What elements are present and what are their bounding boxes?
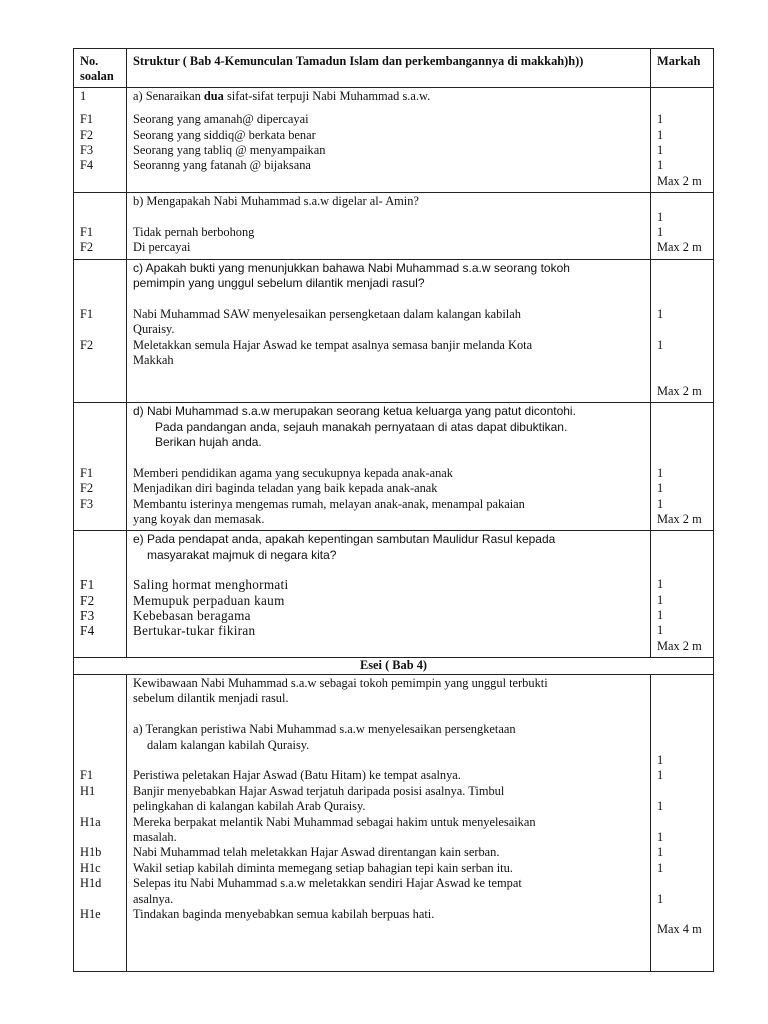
question-b-codes bbox=[74, 193, 127, 260]
code: F1 bbox=[80, 577, 95, 593]
answer-line: Memupuk perpaduan kaum bbox=[133, 592, 285, 608]
question-d-marks bbox=[651, 403, 714, 531]
mark: 1 bbox=[657, 337, 664, 352]
code: F1 bbox=[80, 224, 94, 239]
question-c-text-2: pemimpin yang unggul sebelum dilantik menjadi rasul? bbox=[133, 276, 425, 291]
question-e-codes bbox=[74, 531, 127, 658]
answer-line: Wakil setiap kabilah diminta memegang setiap bahagian tepi kain serban itu. bbox=[133, 860, 513, 875]
question-a-text bbox=[133, 89, 646, 104]
question-b-row bbox=[74, 193, 714, 260]
question-a-codes bbox=[74, 87, 127, 192]
esei-intro-2: sebelum dilantik menjadi rasul. bbox=[133, 691, 289, 706]
question-d-content bbox=[127, 403, 651, 531]
answer-line: Tindakan baginda menyebabkan semua kabilah berpuas hati. bbox=[133, 906, 435, 921]
question-a-marks bbox=[651, 87, 714, 192]
max-mark: Max 2 m bbox=[657, 240, 702, 255]
esei-title: Esei ( Bab 4) bbox=[74, 658, 714, 675]
answer-line: Banjir menyebabkan Hajar Aswad terjatuh daripada posisi asalnya. Timbul bbox=[133, 783, 505, 798]
question-d-text-3: Berikan hujah anda. bbox=[155, 434, 262, 449]
header-markah-cell bbox=[651, 49, 714, 88]
mark: 1 bbox=[657, 753, 664, 768]
esei-marks bbox=[651, 675, 714, 972]
marking-scheme-page bbox=[73, 48, 713, 972]
esei-row bbox=[74, 675, 714, 972]
question-c-codes bbox=[74, 259, 127, 403]
question-c-row bbox=[74, 259, 714, 403]
code: F1 bbox=[80, 112, 94, 127]
answer-line: Seorang yang amanah@ dipercayai bbox=[133, 112, 309, 127]
code: F1 bbox=[80, 465, 94, 480]
mark: 1 bbox=[657, 224, 664, 239]
question-c-text-1: c) Apakah bukti yang menunjukkan bahawa Nabi Muhammad s.a.w seorang tokoh bbox=[133, 260, 570, 275]
answer-line: Menjadikan diri baginda teladan yang baik kepada anak-anak bbox=[133, 481, 438, 496]
question-a-content bbox=[127, 87, 651, 192]
code: F3 bbox=[80, 607, 95, 623]
code: F2 bbox=[80, 240, 94, 255]
mark: 1 bbox=[657, 142, 664, 157]
mark: 1 bbox=[657, 158, 664, 173]
mark: 1 bbox=[657, 127, 664, 142]
question-c-marks bbox=[651, 259, 714, 403]
answer-line: Di percayai bbox=[133, 240, 191, 255]
max-mark: Max 2 m bbox=[657, 173, 702, 188]
answer-line-cont: Quraisy. bbox=[133, 322, 175, 337]
mark: 1 bbox=[657, 465, 664, 480]
max-mark: Max 2 m bbox=[657, 511, 702, 526]
esei-intro-1: Kewibawaan Nabi Muhammad s.a.w sebagai tokoh pemimpin yang unggul terbukti bbox=[133, 676, 548, 691]
marking-scheme-table bbox=[73, 48, 714, 972]
answer-line: Membantu isterinya mengemas rumah, melayan anak-anak, menampal pakaian bbox=[133, 496, 525, 511]
answer-line: Seorang yang siddiq@ berkata benar bbox=[133, 127, 316, 142]
code: F4 bbox=[80, 158, 94, 173]
mark: 1 bbox=[657, 799, 664, 814]
answer-line-cont: masalah. bbox=[133, 829, 177, 844]
question-d-row bbox=[74, 403, 714, 531]
max-mark: Max 4 m bbox=[657, 922, 702, 937]
answer-line: Nabi Muhammad SAW menyelesaikan persengketaan dalam kalangan kabilah bbox=[133, 306, 521, 321]
question-e-text-1: e) Pada pendapat anda, apakah kepentingan sambutan Maulidur Rasul kepada bbox=[133, 532, 556, 547]
answer-line-cont: pelingkahan di kalangan kabilah Arab Quraisy. bbox=[133, 799, 366, 814]
code: F2 bbox=[80, 592, 95, 608]
esei-content bbox=[127, 675, 651, 972]
mark: 1 bbox=[657, 891, 664, 906]
answer-line: Seoranng yang fatanah @ bijaksana bbox=[133, 158, 311, 173]
mark: 1 bbox=[657, 306, 664, 321]
mark: 1 bbox=[657, 768, 664, 783]
answer-line: Nabi Muhammad telah meletakkan Hajar Aswad direntangan kain serban. bbox=[133, 845, 500, 860]
question-b-marks bbox=[651, 193, 714, 260]
max-mark: Max 2 m bbox=[657, 383, 702, 398]
esei-codes bbox=[74, 675, 127, 972]
mark: 1 bbox=[657, 623, 664, 638]
code: F2 bbox=[80, 127, 94, 142]
code: F2 bbox=[80, 481, 94, 496]
mark: 1 bbox=[657, 496, 664, 511]
code: F3 bbox=[80, 496, 94, 511]
code: H1a bbox=[80, 814, 101, 829]
answer-line-cont: Makkah bbox=[133, 353, 174, 368]
answer-line-cont: asalnya. bbox=[133, 891, 174, 906]
question-a-text-bold: dua bbox=[203, 88, 224, 103]
answer-line: Peristiwa peletakan Hajar Aswad (Batu Hitam) ke tempat asalnya. bbox=[133, 768, 461, 783]
answer-line: Memberi pendidikan agama yang secukupnya kepada anak-anak bbox=[133, 465, 453, 480]
mark: 1 bbox=[657, 592, 664, 607]
mark: 1 bbox=[657, 829, 664, 844]
code: F2 bbox=[80, 337, 94, 352]
answer-line: Selepas itu Nabi Muhammad s.a.w meletakkan sendiri Hajar Aswad ke tempat bbox=[133, 876, 522, 891]
question-b-content bbox=[127, 193, 651, 260]
header-struktur-label: Struktur ( Bab 4-Kemunculan Tamadun Islam dan perkembangannya di makkah)h)) bbox=[133, 54, 584, 68]
question-a-text-pre: a) Senaraikan bbox=[133, 88, 204, 103]
answer-line: Mereka berpakat melantik Nabi Muhammad sebagai hakim untuk menyelesaikan bbox=[133, 814, 536, 829]
question-a-row bbox=[74, 87, 714, 192]
header-no-label: No. bbox=[80, 54, 99, 68]
question-number: 1 bbox=[80, 88, 87, 103]
answer-line: Tidak pernah berbohong bbox=[133, 224, 255, 239]
header-row bbox=[74, 49, 714, 88]
code: H1d bbox=[80, 876, 102, 891]
mark: 1 bbox=[657, 607, 664, 622]
answer-line: Bertukar-tukar fikiran bbox=[133, 623, 256, 639]
answer-line: Seorang yang tabliq @ menyampaikan bbox=[133, 142, 326, 157]
question-e-row bbox=[74, 531, 714, 658]
header-markah-label: Markah bbox=[657, 54, 701, 68]
question-d-text-1: d) Nabi Muhammad s.a.w merupakan seorang ketua keluarga yang patut dicontohi. bbox=[133, 404, 576, 419]
question-e-text-2: masyarakat majmuk di negara kita? bbox=[147, 547, 337, 562]
mark: 1 bbox=[657, 112, 664, 127]
mark: 1 bbox=[657, 577, 664, 592]
code: F1 bbox=[80, 768, 94, 783]
question-b-text: b) Mengapakah Nabi Muhammad s.a.w digelar al- Amin? bbox=[133, 194, 419, 209]
code: F1 bbox=[80, 306, 94, 321]
code: H1 bbox=[80, 783, 96, 798]
question-c-content bbox=[127, 259, 651, 403]
header-struktur-cell bbox=[127, 49, 651, 88]
question-a-text-post: sifat-sifat terpuji Nabi Muhammad s.a.w. bbox=[223, 88, 431, 103]
answer-line-cont: yang koyak dan memasak. bbox=[133, 511, 265, 526]
question-d-codes bbox=[74, 403, 127, 531]
header-no-cell bbox=[74, 49, 127, 88]
esei-question-1: a) Terangkan peristiwa Nabi Muhammad s.a.w menyelesaikan persengketaan bbox=[133, 722, 516, 737]
esei-question-2: dalam kalangan kabilah Quraisy. bbox=[147, 737, 310, 752]
mark: 1 bbox=[657, 860, 664, 875]
header-soalan-label: soalan bbox=[80, 69, 114, 84]
answer-line: Kebebasan beragama bbox=[133, 607, 251, 623]
code: H1c bbox=[80, 860, 101, 875]
question-e-marks bbox=[651, 531, 714, 658]
answer-line: Saling hormat menghormati bbox=[133, 577, 289, 593]
code: H1b bbox=[80, 845, 102, 860]
code: F3 bbox=[80, 142, 94, 157]
question-e-content bbox=[127, 531, 651, 658]
answer-line: Meletakkan semula Hajar Aswad ke tempat asalnya semasa banjir melanda Kota bbox=[133, 337, 533, 352]
mark: 1 bbox=[657, 209, 664, 224]
max-mark: Max 2 m bbox=[657, 638, 702, 653]
mark: 1 bbox=[657, 845, 664, 860]
mark: 1 bbox=[657, 481, 664, 496]
code: H1e bbox=[80, 906, 101, 921]
code: F4 bbox=[80, 623, 95, 639]
question-d-text-2: Pada pandangan anda, sejauh manakah pernyataan di atas dapat dibuktikan. bbox=[155, 419, 568, 434]
esei-title-row bbox=[74, 658, 714, 675]
